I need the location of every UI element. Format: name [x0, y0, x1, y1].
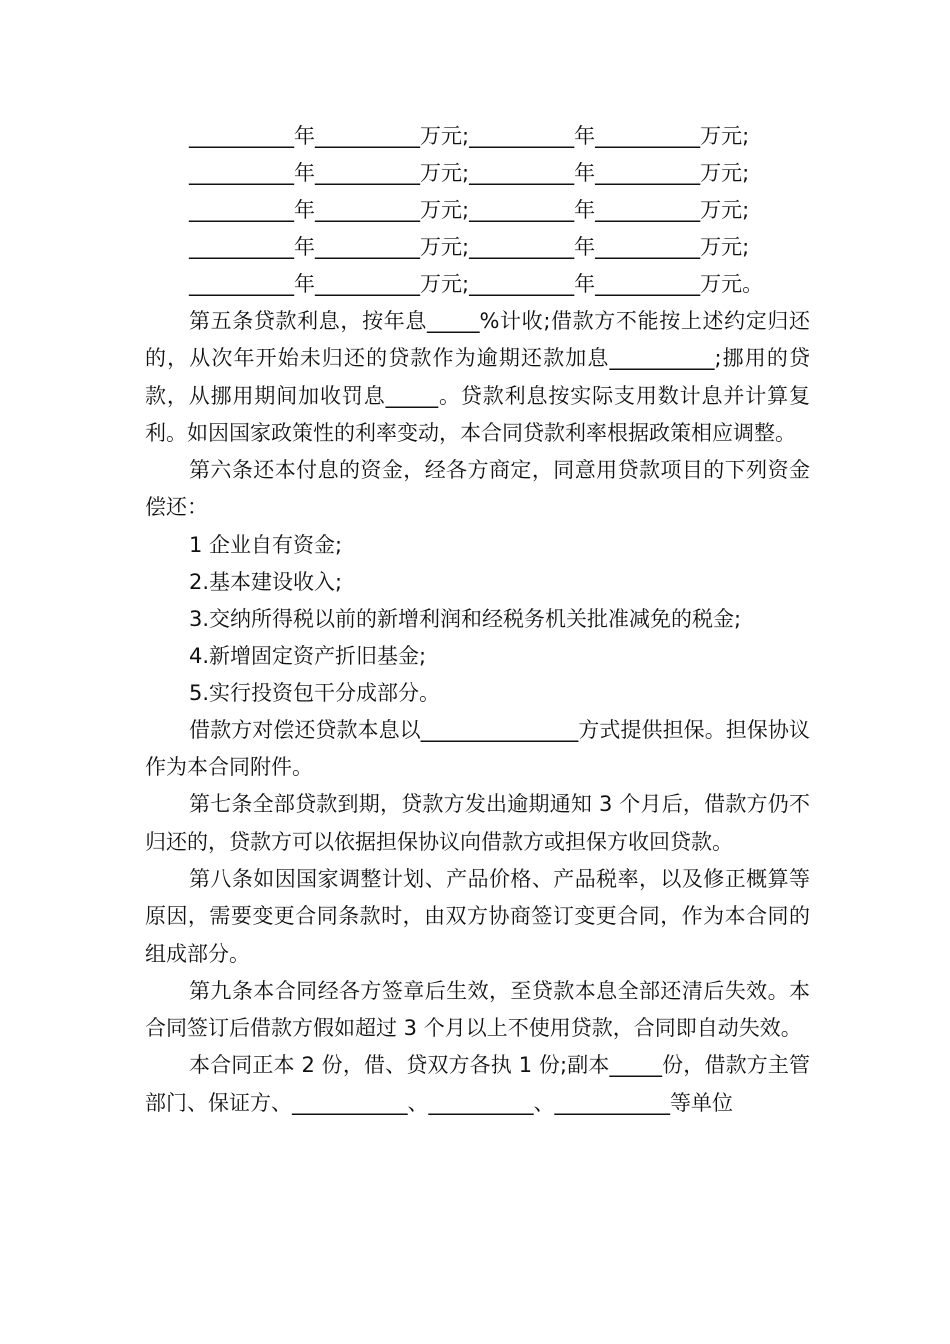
fund-item: 5.实行投资包干分成部分。: [189, 680, 441, 705]
schedule-line: __________年__________万元;__________年__________万元;: [189, 198, 750, 222]
article-5-interest: 第五条贷款利息，按年息_____%计收;借款方不能按上述约定归还的，从次年开始未归还的贷款作为逾期还款加息__________;挪用的贷款，从挪用期间加收罚息_____。贷款利息按实际支用数计息并计算复利。如因国家政策性的利率变动，本合同贷款利率根据政策相应调整。: [145, 309, 810, 445]
article-6-repayment-funds: 第六条还本付息的资金，经各方商定，同意用贷款项目的下列资金偿还：: [145, 458, 810, 520]
fund-item: 4.新增固定资产折旧基金;: [189, 643, 427, 668]
fund-item: 1 企业自有资金;: [189, 532, 343, 557]
copies-clause: 本合同正本 2 份，借、贷双方各执 1 份;副本_____份，借款方主管部门、保证方、___________、__________、___________等单位: [145, 1053, 810, 1115]
schedule-line: __________年__________万元;__________年__________万元。: [189, 272, 764, 296]
schedule-line: __________年__________万元;__________年__________万元;: [189, 124, 750, 148]
schedule-line: __________年__________万元;__________年__________万元;: [189, 161, 750, 185]
contract-body: [145, 118, 810, 1122]
schedule-line: __________年__________万元;__________年__________万元;: [189, 235, 750, 259]
fund-item: 3.交纳所得税以前的新增利润和经税务机关批准减免的税金;: [189, 606, 742, 631]
article-8-amendment: 第八条如因国家调整计划、产品价格、产品税率，以及修正概算等原因，需要变更合同条款时，由双方协商签订变更合同，作为本合同的组成部分。: [145, 866, 810, 966]
article-7-overdue: 第七条全部贷款到期，贷款方发出逾期通知 3 个月后，借款方仍不归还的，贷款方可以依据担保协议向借款方或担保方收回贷款。: [145, 792, 810, 854]
guarantee-clause: 借款方对偿还贷款本息以_______________方式提供担保。担保协议作为本合同附件。: [145, 717, 810, 780]
fund-item: 2.基本建设收入;: [189, 569, 343, 594]
article-9-effectiveness: 第九条本合同经各方签章后生效，至贷款本息全部还清后失效。本合同签订后借款方假如超过 3 个月以上不使用贷款，合同即自动失效。: [145, 978, 810, 1041]
